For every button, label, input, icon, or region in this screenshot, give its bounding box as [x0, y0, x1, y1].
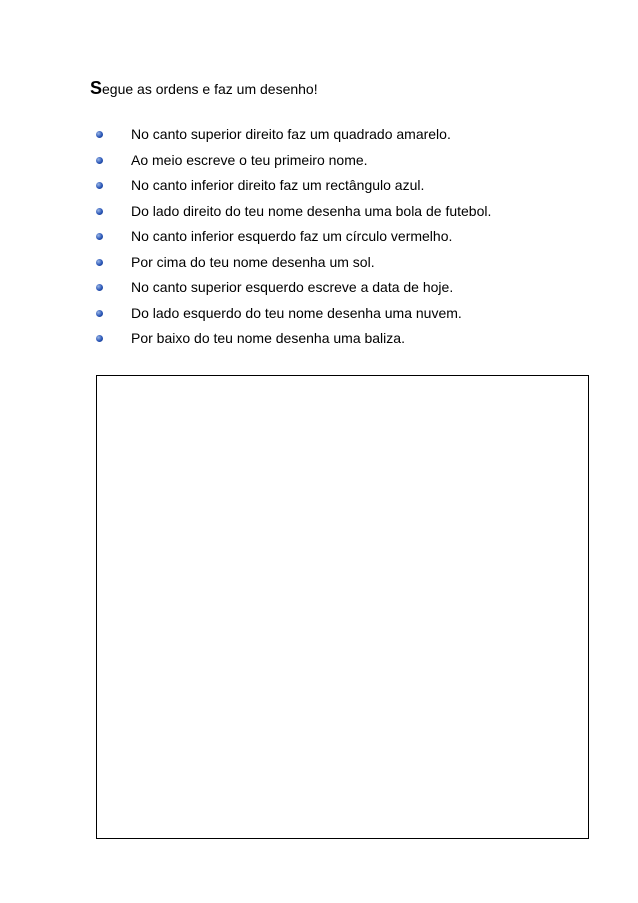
- instruction-text: No canto superior direito faz um quadrado amarelo.: [131, 126, 451, 142]
- list-item: [0, 252, 638, 278]
- instruction-list: [0, 124, 638, 354]
- bullet-icon: [96, 131, 103, 138]
- title-first-letter: S: [90, 78, 103, 98]
- list-item: [0, 328, 638, 354]
- instruction-text: No canto inferior direito faz um rectângulo azul.: [131, 177, 425, 193]
- title-rest: egue as ordens e faz um desenho!: [102, 81, 318, 97]
- bullet-icon: [96, 208, 103, 215]
- list-item: [0, 277, 638, 303]
- instruction-text: Por cima do teu nome desenha um sol.: [131, 253, 375, 270]
- bullet-icon: [96, 284, 103, 291]
- list-item: [0, 303, 638, 329]
- bullet-icon: [96, 335, 103, 342]
- bullet-icon: [96, 310, 103, 317]
- bullet-icon: [96, 157, 103, 164]
- bullet-icon: [96, 182, 103, 189]
- instruction-text: Do lado direito do teu nome desenha uma bola de futebol.: [131, 202, 492, 219]
- list-item: [0, 226, 638, 252]
- drawing-area[interactable]: [96, 375, 589, 839]
- bullet-icon: [96, 259, 103, 266]
- list-item: [0, 150, 638, 176]
- instruction-text: Por baixo do teu nome desenha uma baliza.: [131, 330, 405, 346]
- page-title: [90, 78, 318, 99]
- bullet-icon: [96, 233, 103, 240]
- instruction-text: Ao meio escreve o teu primeiro nome.: [131, 151, 368, 168]
- list-item: [0, 201, 638, 227]
- instruction-text: No canto inferior esquerdo faz um círculo vermelho.: [131, 228, 453, 244]
- list-item: [0, 175, 638, 201]
- instruction-text: No canto superior esquerdo escreve a data de hoje.: [131, 279, 454, 295]
- list-item: [0, 124, 638, 150]
- instruction-text: Do lado esquerdo do teu nome desenha uma nuvem.: [131, 304, 462, 321]
